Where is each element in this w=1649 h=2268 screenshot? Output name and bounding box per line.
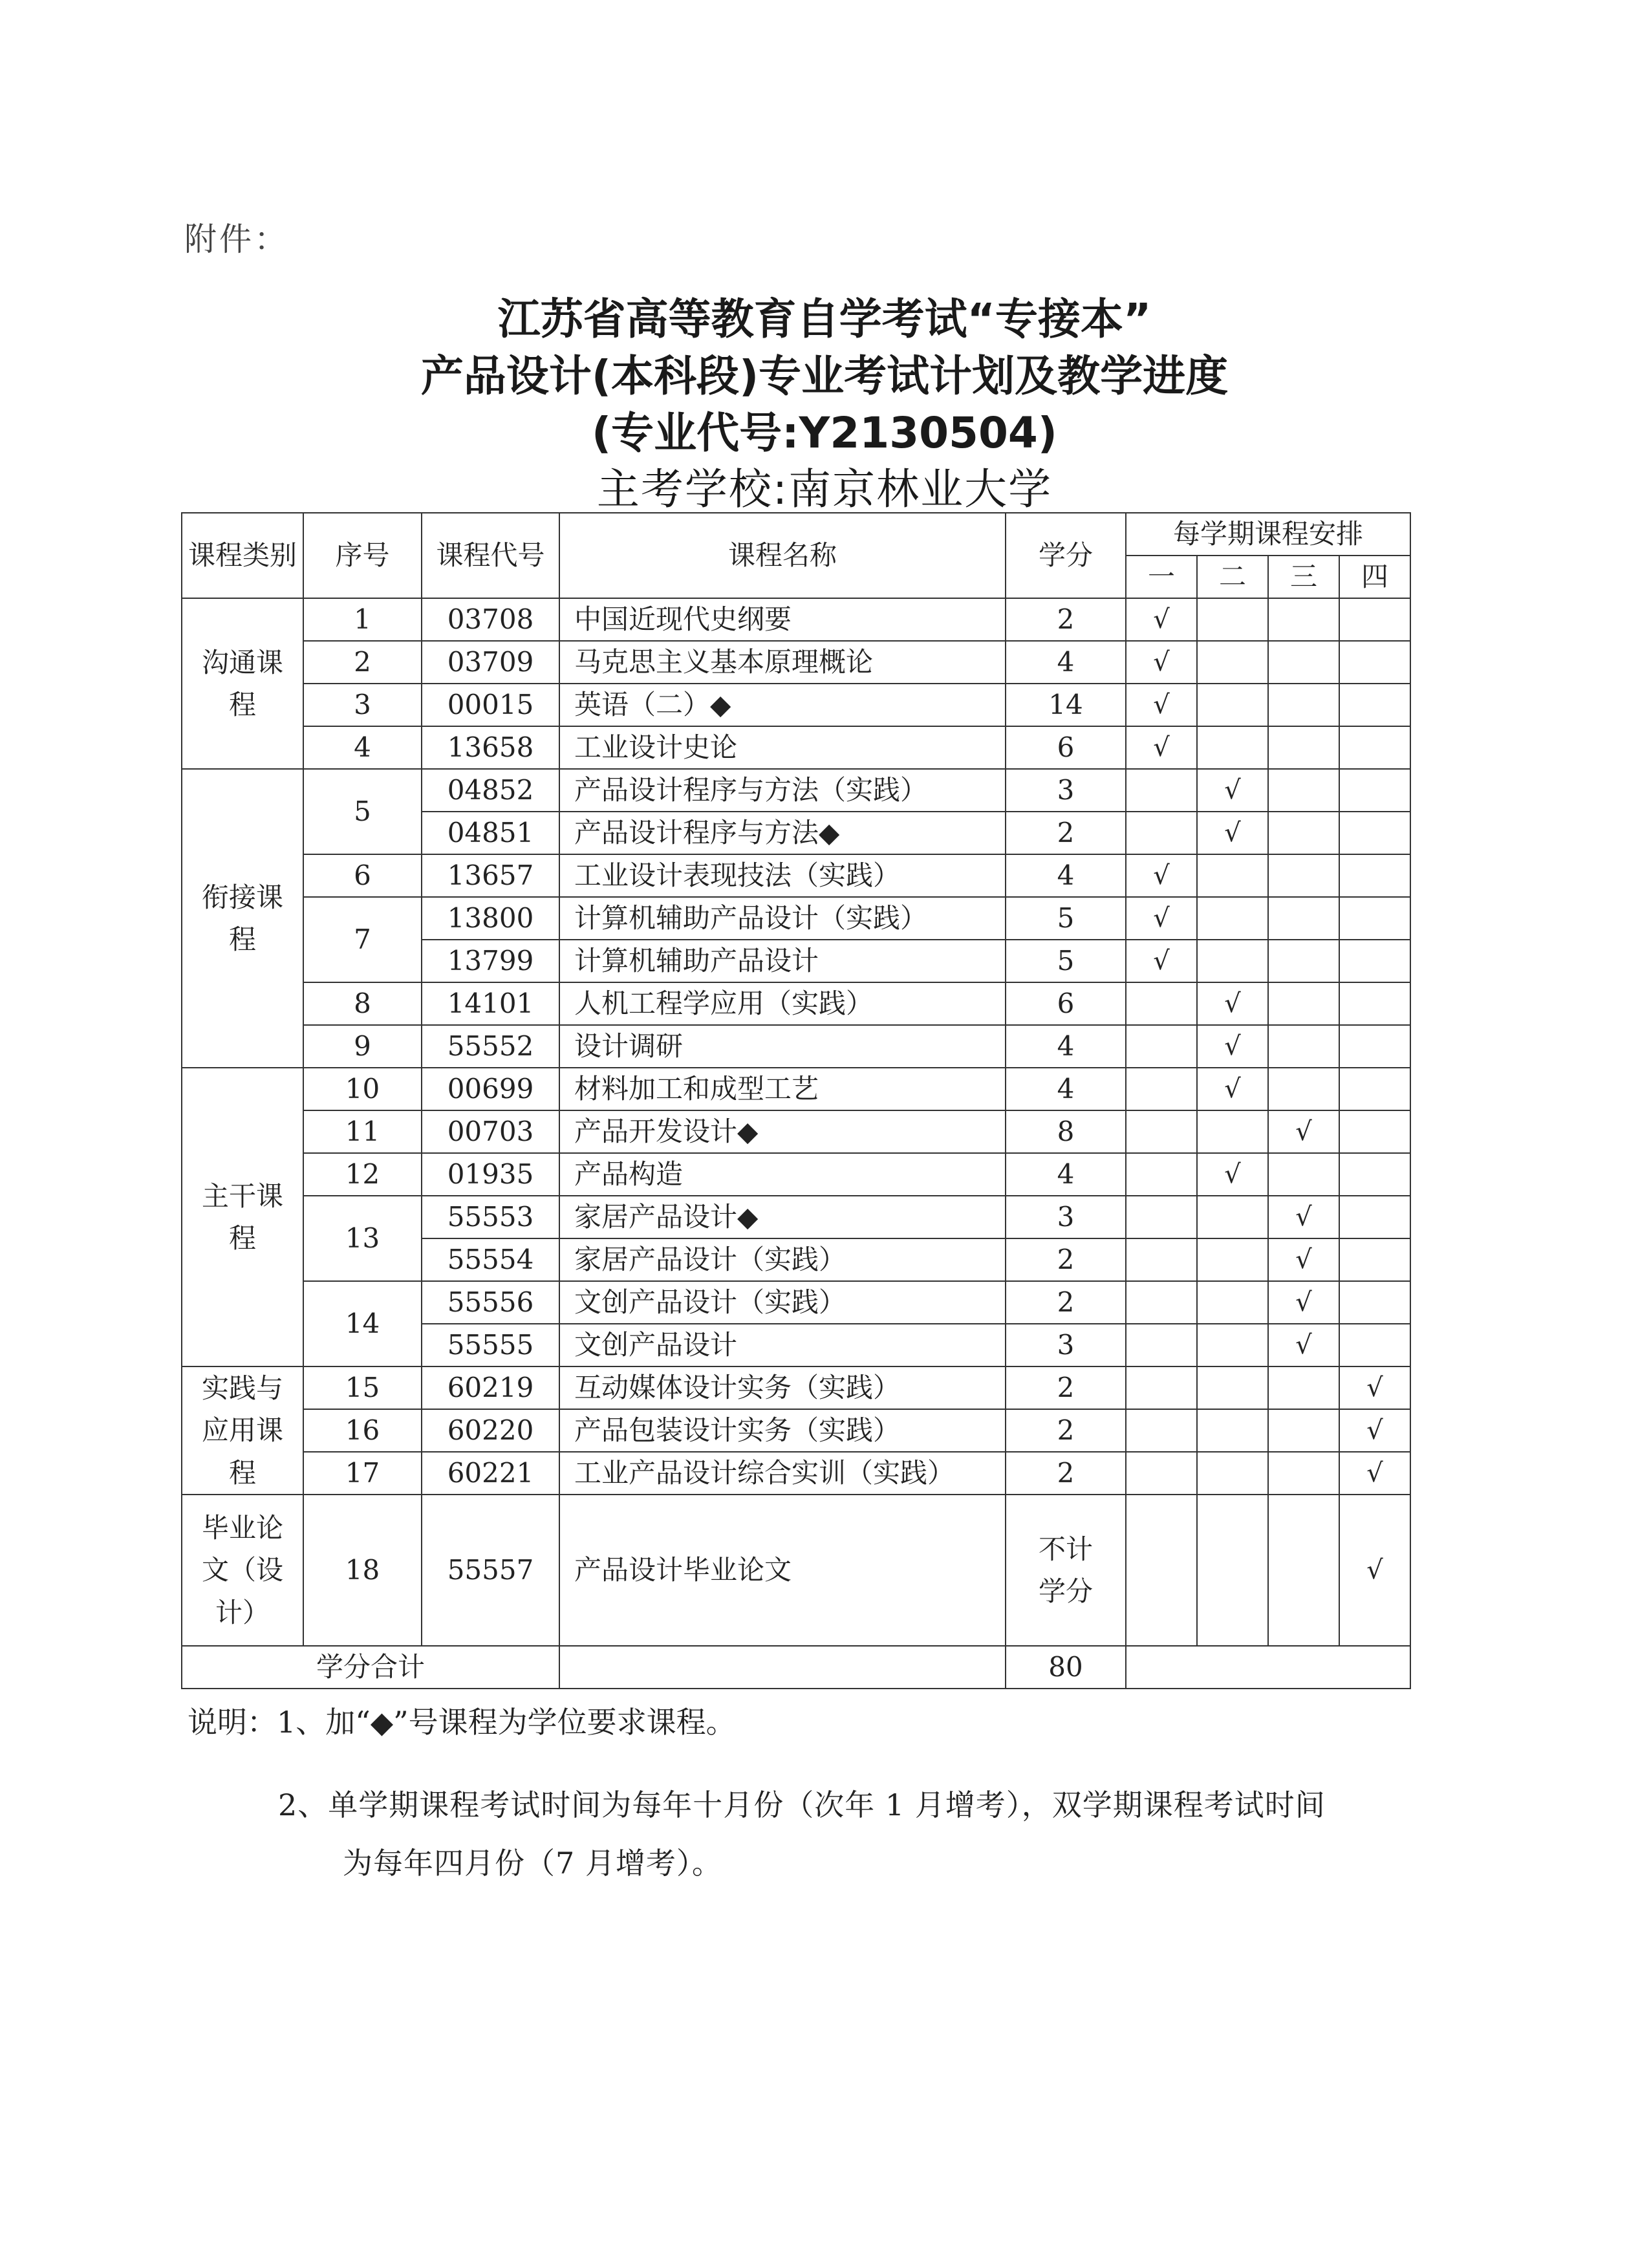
check-mark: √ xyxy=(1197,1025,1268,1068)
total-terms-blank xyxy=(1126,1646,1410,1689)
check-mark: √ xyxy=(1268,1196,1339,1238)
credits-cell: 2 xyxy=(1006,1409,1126,1452)
category-cell: 主干课程 xyxy=(182,1068,303,1366)
table-row xyxy=(182,1452,1410,1495)
term-cell xyxy=(1268,812,1339,854)
term-cell xyxy=(1126,1409,1197,1452)
term-cell xyxy=(1339,1068,1410,1110)
code-cell: 13658 xyxy=(422,726,559,769)
term-cell xyxy=(1197,1409,1268,1452)
check-mark: √ xyxy=(1197,982,1268,1025)
term-cell xyxy=(1268,1025,1339,1068)
table-row xyxy=(182,897,1410,940)
term-cell xyxy=(1126,1452,1197,1495)
credits-cell: 2 xyxy=(1006,1281,1126,1324)
seq-cell: 14 xyxy=(303,1281,422,1366)
check-mark: √ xyxy=(1126,897,1197,940)
course-name-cell: 产品设计程序与方法◆ xyxy=(559,812,1006,854)
table-row xyxy=(182,1196,1410,1238)
term-cell xyxy=(1268,897,1339,940)
term-cell xyxy=(1126,812,1197,854)
code-cell: 01935 xyxy=(422,1153,559,1196)
table-row xyxy=(182,854,1410,897)
code-cell: 14101 xyxy=(422,982,559,1025)
course-name-cell: 工业设计史论 xyxy=(559,726,1006,769)
term-cell xyxy=(1126,1495,1197,1646)
term-cell xyxy=(1126,1153,1197,1196)
term-cell xyxy=(1197,684,1268,726)
note-2-line-2: 为每年四月份（7 月增考）。 xyxy=(343,1846,722,1881)
code-cell: 13800 xyxy=(422,897,559,940)
category-cell: 沟通课程 xyxy=(182,598,303,769)
code-cell: 60221 xyxy=(422,1452,559,1495)
code-cell: 60220 xyxy=(422,1409,559,1452)
term-cell xyxy=(1339,598,1410,641)
credits-cell: 4 xyxy=(1006,641,1126,684)
code-cell: 55556 xyxy=(422,1281,559,1324)
header-term-4: 四 xyxy=(1339,556,1410,598)
header-term-2: 二 xyxy=(1197,556,1268,598)
header-term-1: 一 xyxy=(1126,556,1197,598)
term-cell xyxy=(1126,1366,1197,1409)
credits-cell: 4 xyxy=(1006,854,1126,897)
code-cell: 00703 xyxy=(422,1110,559,1153)
course-name-cell: 设计调研 xyxy=(559,1025,1006,1068)
term-cell xyxy=(1268,684,1339,726)
course-name-cell: 计算机辅助产品设计 xyxy=(559,940,1006,982)
check-mark: √ xyxy=(1268,1324,1339,1366)
credits-cell: 8 xyxy=(1006,1110,1126,1153)
seq-cell: 6 xyxy=(303,854,422,897)
check-mark: √ xyxy=(1126,940,1197,982)
check-mark: √ xyxy=(1268,1238,1339,1281)
table-row xyxy=(182,982,1410,1025)
course-name-cell: 文创产品设计 xyxy=(559,1324,1006,1366)
term-cell xyxy=(1339,1196,1410,1238)
term-cell xyxy=(1197,1110,1268,1153)
course-name-cell: 材料加工和成型工艺 xyxy=(559,1068,1006,1110)
check-mark: √ xyxy=(1339,1495,1410,1646)
term-cell xyxy=(1197,1366,1268,1409)
term-cell xyxy=(1197,1281,1268,1324)
term-cell xyxy=(1126,1281,1197,1324)
term-cell xyxy=(1268,1495,1339,1646)
code-cell: 03708 xyxy=(422,598,559,641)
term-cell xyxy=(1268,1068,1339,1110)
check-mark: √ xyxy=(1126,684,1197,726)
course-name-cell: 互动媒体设计实务（实践） xyxy=(559,1366,1006,1409)
term-cell xyxy=(1197,1452,1268,1495)
course-name-cell: 英语（二）◆ xyxy=(559,684,1006,726)
seq-cell: 5 xyxy=(303,769,422,854)
course-name-cell: 产品开发设计◆ xyxy=(559,1110,1006,1153)
term-cell xyxy=(1126,1025,1197,1068)
course-name-cell: 文创产品设计（实践） xyxy=(559,1281,1006,1324)
code-cell: 04851 xyxy=(422,812,559,854)
course-name-cell: 产品构造 xyxy=(559,1153,1006,1196)
credits-cell: 5 xyxy=(1006,940,1126,982)
course-name-cell: 人机工程学应用（实践） xyxy=(559,982,1006,1025)
table-row xyxy=(182,1495,1410,1646)
credits-cell: 3 xyxy=(1006,1196,1126,1238)
seq-cell: 3 xyxy=(303,684,422,726)
term-cell xyxy=(1268,1153,1339,1196)
seq-cell: 16 xyxy=(303,1409,422,1452)
term-cell xyxy=(1339,726,1410,769)
credits-cell: 2 xyxy=(1006,1366,1126,1409)
term-cell xyxy=(1339,1324,1410,1366)
credits-cell: 2 xyxy=(1006,1452,1126,1495)
check-mark: √ xyxy=(1268,1281,1339,1324)
table-row xyxy=(182,1025,1410,1068)
term-cell xyxy=(1339,982,1410,1025)
total-value: 80 xyxy=(1006,1646,1126,1689)
term-cell xyxy=(1339,1153,1410,1196)
category-cell: 衔接课程 xyxy=(182,769,303,1068)
seq-cell: 9 xyxy=(303,1025,422,1068)
check-mark: √ xyxy=(1339,1452,1410,1495)
code-cell: 55554 xyxy=(422,1238,559,1281)
term-cell xyxy=(1126,1110,1197,1153)
term-cell xyxy=(1268,1452,1339,1495)
check-mark: √ xyxy=(1126,641,1197,684)
check-mark: √ xyxy=(1126,854,1197,897)
code-cell: 55553 xyxy=(422,1196,559,1238)
credits-cell: 3 xyxy=(1006,769,1126,812)
term-cell xyxy=(1126,1238,1197,1281)
seq-cell: 11 xyxy=(303,1110,422,1153)
check-mark: √ xyxy=(1197,1153,1268,1196)
term-cell xyxy=(1339,854,1410,897)
seq-cell: 15 xyxy=(303,1366,422,1409)
term-cell xyxy=(1197,897,1268,940)
term-cell xyxy=(1197,940,1268,982)
term-cell xyxy=(1339,1281,1410,1324)
table-row xyxy=(182,1409,1410,1452)
term-cell xyxy=(1268,982,1339,1025)
code-cell: 55557 xyxy=(422,1495,559,1646)
course-name-cell: 工业产品设计综合实训（实践） xyxy=(559,1452,1006,1495)
category-cell: 实践与应用课程 xyxy=(182,1366,303,1495)
table-row xyxy=(182,684,1410,726)
table-row xyxy=(182,1366,1410,1409)
seq-cell: 12 xyxy=(303,1153,422,1196)
header-term-3: 三 xyxy=(1268,556,1339,598)
code-cell: 04852 xyxy=(422,769,559,812)
credits-cell: 4 xyxy=(1006,1153,1126,1196)
term-cell xyxy=(1339,1238,1410,1281)
course-name-cell: 产品包装设计实务（实践） xyxy=(559,1409,1006,1452)
table-row xyxy=(182,769,1410,812)
code-cell: 60219 xyxy=(422,1366,559,1409)
term-cell xyxy=(1268,598,1339,641)
term-cell xyxy=(1268,1409,1339,1452)
term-cell xyxy=(1197,1196,1268,1238)
header-name: 课程名称 xyxy=(559,513,1006,598)
course-name-cell: 家居产品设计◆ xyxy=(559,1196,1006,1238)
header-credits: 学分 xyxy=(1006,513,1126,598)
term-cell xyxy=(1339,684,1410,726)
term-cell xyxy=(1268,769,1339,812)
course-name-cell: 产品设计程序与方法（实践） xyxy=(559,769,1006,812)
course-name-cell: 中国近现代史纲要 xyxy=(559,598,1006,641)
credits-cell: 6 xyxy=(1006,982,1126,1025)
credits-cell: 不计学分 xyxy=(1006,1495,1126,1646)
exam-plan-table xyxy=(181,512,1411,1689)
check-mark: √ xyxy=(1339,1366,1410,1409)
table-row xyxy=(182,1281,1410,1324)
seq-cell: 17 xyxy=(303,1452,422,1495)
title-line-4: 主考学校:南京林业大学 xyxy=(596,464,1053,514)
header-category: 课程类别 xyxy=(182,513,303,598)
credits-cell: 5 xyxy=(1006,897,1126,940)
term-cell xyxy=(1126,982,1197,1025)
code-cell: 03709 xyxy=(422,641,559,684)
seq-cell: 8 xyxy=(303,982,422,1025)
term-cell xyxy=(1126,1068,1197,1110)
course-name-cell: 家居产品设计（实践） xyxy=(559,1238,1006,1281)
check-mark: √ xyxy=(1197,1068,1268,1110)
credits-cell: 2 xyxy=(1006,598,1126,641)
note-1: 说明：1、加“◆”号课程为学位要求课程。 xyxy=(188,1705,736,1740)
term-cell xyxy=(1126,1324,1197,1366)
table-row xyxy=(182,641,1410,684)
course-name-cell: 产品设计毕业论文 xyxy=(559,1495,1006,1646)
term-cell xyxy=(1126,1196,1197,1238)
code-cell: 55555 xyxy=(422,1324,559,1366)
term-cell xyxy=(1197,1495,1268,1646)
course-name-cell: 工业设计表现技法（实践） xyxy=(559,854,1006,897)
attachment-label: 附件： xyxy=(184,221,289,258)
check-mark: √ xyxy=(1268,1110,1339,1153)
title-line-1: 江苏省高等教育自学考试“专接本” xyxy=(497,294,1152,344)
term-cell xyxy=(1197,598,1268,641)
code-cell: 55552 xyxy=(422,1025,559,1068)
credits-cell: 4 xyxy=(1006,1068,1126,1110)
code-cell: 13799 xyxy=(422,940,559,982)
seq-cell: 2 xyxy=(303,641,422,684)
credits-cell: 14 xyxy=(1006,684,1126,726)
term-cell xyxy=(1339,897,1410,940)
term-cell xyxy=(1268,940,1339,982)
term-cell xyxy=(1197,1324,1268,1366)
seq-cell: 10 xyxy=(303,1068,422,1110)
seq-cell: 13 xyxy=(303,1196,422,1281)
category-cell: 毕业论文（设计） xyxy=(182,1495,303,1646)
credits-cell: 4 xyxy=(1006,1025,1126,1068)
title-line-2: 产品设计(本科段)专业考试计划及教学进度 xyxy=(420,351,1229,401)
term-cell xyxy=(1197,854,1268,897)
check-mark: √ xyxy=(1126,598,1197,641)
table-row xyxy=(182,598,1410,641)
term-cell xyxy=(1339,641,1410,684)
term-cell xyxy=(1126,769,1197,812)
term-cell xyxy=(1268,726,1339,769)
course-name-cell: 计算机辅助产品设计（实践） xyxy=(559,897,1006,940)
code-cell: 00015 xyxy=(422,684,559,726)
term-cell xyxy=(1197,641,1268,684)
credits-cell: 2 xyxy=(1006,812,1126,854)
check-mark: √ xyxy=(1197,769,1268,812)
term-cell xyxy=(1268,641,1339,684)
term-cell xyxy=(1268,1366,1339,1409)
note-2-line-1: 2、单学期课程考试时间为每年十月份（次年 1 月增考），双学期课程考试时间 xyxy=(278,1787,1326,1822)
table-row xyxy=(182,1110,1410,1153)
term-cell xyxy=(1197,1238,1268,1281)
table-row xyxy=(182,1068,1410,1110)
table-row xyxy=(182,1153,1410,1196)
code-cell: 00699 xyxy=(422,1068,559,1110)
header-schedule: 每学期课程安排 xyxy=(1126,513,1410,556)
credits-cell: 6 xyxy=(1006,726,1126,769)
header-seq: 序号 xyxy=(303,513,422,598)
total-label: 学分合计 xyxy=(182,1646,559,1689)
credits-cell: 3 xyxy=(1006,1324,1126,1366)
term-cell xyxy=(1197,726,1268,769)
seq-cell: 1 xyxy=(303,598,422,641)
check-mark: √ xyxy=(1339,1409,1410,1452)
term-cell xyxy=(1339,1110,1410,1153)
header-code: 课程代号 xyxy=(422,513,559,598)
seq-cell: 4 xyxy=(303,726,422,769)
check-mark: √ xyxy=(1197,812,1268,854)
term-cell xyxy=(1339,769,1410,812)
total-blank xyxy=(559,1646,1006,1689)
title-line-3: (专业代号:Y2130504) xyxy=(592,408,1057,458)
credits-cell: 2 xyxy=(1006,1238,1126,1281)
seq-cell: 18 xyxy=(303,1495,422,1646)
check-mark: √ xyxy=(1126,726,1197,769)
seq-cell: 7 xyxy=(303,897,422,982)
term-cell xyxy=(1339,940,1410,982)
term-cell xyxy=(1339,812,1410,854)
code-cell: 13657 xyxy=(422,854,559,897)
term-cell xyxy=(1339,1025,1410,1068)
course-name-cell: 马克思主义基本原理概论 xyxy=(559,641,1006,684)
term-cell xyxy=(1268,854,1339,897)
table-row xyxy=(182,726,1410,769)
